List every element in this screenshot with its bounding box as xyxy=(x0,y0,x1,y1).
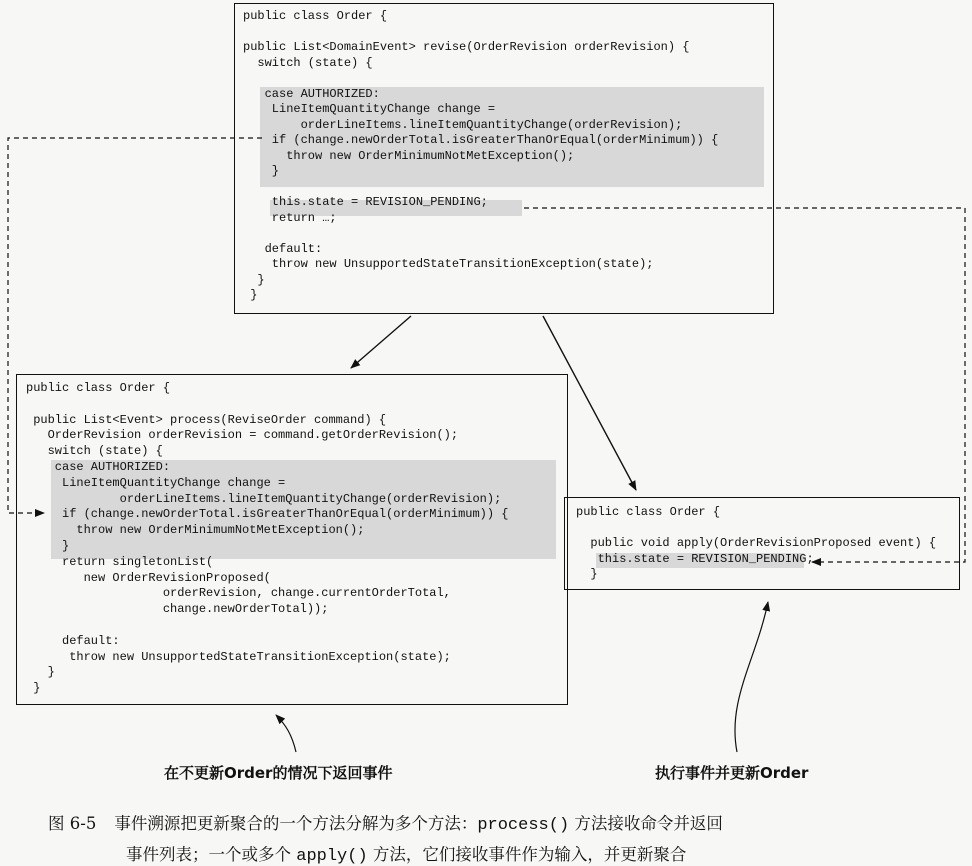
top-code-line: LineItemQuantityChange change = xyxy=(243,102,496,116)
left-code-line: public List<Event> process(ReviseOrder command) { xyxy=(26,412,387,427)
right-code-line: this.state = REVISION_PENDING; xyxy=(576,551,814,566)
left-code-line: LineItemQuantityChange change = xyxy=(26,475,286,490)
left-code-line: change.newOrderTotal)); xyxy=(26,602,329,617)
caption-line-1 xyxy=(48,810,723,835)
left-code-line: return singletonList( xyxy=(26,554,214,569)
top-code-line: this.state = REVISION_PENDING; xyxy=(243,195,488,209)
label-pointer-right xyxy=(735,602,768,752)
left-code-line: orderRevision, change.currentOrderTotal, xyxy=(26,586,451,601)
caption-text-1b: 方法接收命令并返回 xyxy=(569,814,723,833)
left-code-line: default: xyxy=(26,633,120,648)
top-code-line: if (change.newOrderTotal.isGreaterThanOrEqual(orderMinimum)) { xyxy=(243,133,719,147)
left-code-line: } xyxy=(26,665,55,680)
top-code-line: throw new OrderMinimumNotMetException(); xyxy=(243,148,575,163)
caption-figure-number: 图 6-5 xyxy=(48,814,97,833)
caption-code-apply: apply() xyxy=(296,847,368,866)
arrow-top-to-right xyxy=(543,316,636,490)
left-code-line: } xyxy=(26,681,41,696)
left-code-line: switch (state) { xyxy=(26,444,163,459)
top-code-line: return …; xyxy=(243,210,337,225)
top-code-line: public List<DomainEvent> revise(OrderRevision orderRevision) { xyxy=(243,40,690,54)
right-code-line: public void apply(OrderRevisionProposed event) { xyxy=(576,536,937,550)
caption-text-2a: 事件列表；一个或多个 xyxy=(126,845,297,864)
left-code-line: throw new OrderMinimumNotMetException(); xyxy=(26,523,365,538)
right-code-line: } xyxy=(576,567,598,581)
left-code-line: } xyxy=(26,539,70,553)
left-code-line: throw new UnsupportedStateTransitionException(state); xyxy=(26,649,451,664)
label-pointer-left xyxy=(276,715,296,752)
top-code-line: orderLineItems.lineItemQuantityChange(orderRevision); xyxy=(243,117,683,132)
left-code-line: public class Order { xyxy=(26,381,171,395)
top-code-line: } xyxy=(243,288,258,302)
right-code-line: public class Order { xyxy=(576,505,721,519)
left-code-line: case AUTHORIZED: xyxy=(26,460,171,474)
label-return-events: 在不更新Order的情况下返回事件 xyxy=(164,764,393,782)
left-code-line: if (change.newOrderTotal.isGreaterThanOrEqual(orderMinimum)) { xyxy=(26,507,509,522)
caption-line-2 xyxy=(126,841,686,866)
dashed-connector-state-line xyxy=(524,208,965,562)
top-code-line: case AUTHORIZED: xyxy=(243,86,380,101)
dashed-connector-case-block xyxy=(8,138,262,513)
top-code-line: } xyxy=(243,272,265,287)
left-code-line: OrderRevision orderRevision = command.getOrderRevision(); xyxy=(26,428,459,443)
arrow-top-to-left xyxy=(351,316,411,368)
caption-text-1a: 事件溯源把更新聚合的一个方法分解为多个方法： xyxy=(114,814,478,833)
top-code-line: } xyxy=(243,164,280,178)
top-code-line: throw new UnsupportedStateTransitionException(state); xyxy=(243,257,654,271)
left-code-line: new OrderRevisionProposed( xyxy=(26,570,271,585)
top-code-line: public class Order { xyxy=(243,9,388,23)
label-apply-events: 执行事件并更新Order xyxy=(655,764,809,782)
left-code-line: orderLineItems.lineItemQuantityChange(orderRevision); xyxy=(26,491,502,506)
top-code-line: default: xyxy=(243,241,323,256)
caption-text-2b: 方法，它们接收事件作为输入，并更新聚合 xyxy=(367,845,687,864)
caption-code-process: process() xyxy=(477,816,570,835)
top-code-line: switch (state) { xyxy=(243,55,373,70)
